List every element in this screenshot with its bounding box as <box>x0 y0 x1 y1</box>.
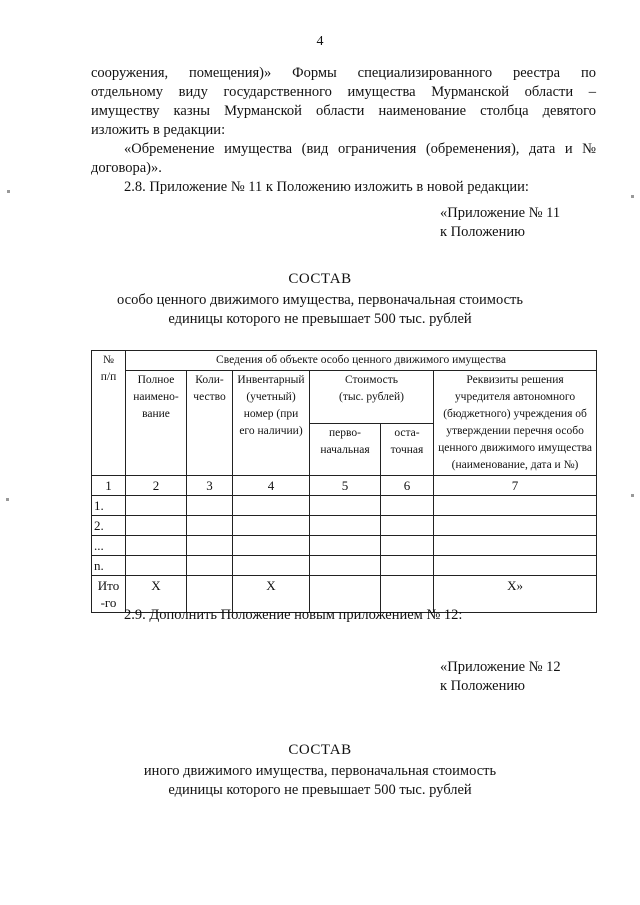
cell-line: (наименование, дата и №) <box>451 459 579 471</box>
cell-line: наимено- <box>133 391 179 403</box>
header-cost <box>310 371 434 424</box>
subtitle-1 <box>100 291 540 329</box>
cell-line: его наличии) <box>239 425 303 437</box>
num-cell: 1 <box>92 476 126 496</box>
cell-line: Инвентарный <box>237 374 305 386</box>
title-2: СОСТАВ <box>288 742 352 758</box>
cell-line: чество <box>193 391 226 403</box>
scan-mark <box>7 190 10 193</box>
property-table <box>91 350 597 613</box>
cell-line: № <box>103 354 114 366</box>
cell <box>126 556 187 576</box>
cell-line: (учетный) <box>246 391 296 403</box>
cell <box>310 536 381 556</box>
table-row <box>92 556 597 576</box>
appendix-12-line-1: «Приложение № 12 <box>440 659 561 675</box>
table-number-row <box>92 476 597 496</box>
header-no <box>92 351 126 476</box>
num-cell: 4 <box>233 476 310 496</box>
cell-line: Ито <box>97 578 120 593</box>
subtitle-2 <box>100 762 540 800</box>
num-cell: 2 <box>126 476 187 496</box>
cell <box>310 496 381 516</box>
cell-line: учредителя автономного <box>454 391 576 403</box>
header-residual <box>381 423 434 476</box>
header-name <box>126 371 187 476</box>
cell <box>233 516 310 536</box>
cell-line: п/п <box>100 371 117 383</box>
cell <box>434 496 597 516</box>
subtitle-2-line-2: единицы которого не превышает 500 тыс. рублей <box>168 782 472 798</box>
cell <box>126 536 187 556</box>
title-1: СОСТАВ <box>288 271 352 287</box>
subtitle-1-line-1: особо ценного движимого имущества, первоначальная стоимость <box>117 292 523 308</box>
table-header-row-2 <box>92 371 597 424</box>
row-index: 1. <box>92 496 126 516</box>
para1-line-4: изложить в редакции: <box>91 122 226 138</box>
cell-line: (тыс. рублей) <box>338 391 405 403</box>
scan-mark <box>631 494 634 497</box>
table-row <box>92 516 597 536</box>
cell-line: номер (при <box>243 408 299 420</box>
cell <box>233 496 310 516</box>
cell <box>310 556 381 576</box>
num-cell: 6 <box>381 476 434 496</box>
cell-line: -го <box>100 595 117 610</box>
num-cell: 5 <box>310 476 381 496</box>
cell <box>233 536 310 556</box>
total-cell-2: Х <box>126 576 187 613</box>
cell-line: утверждении перечня особо <box>446 425 584 437</box>
header-requisites <box>434 371 597 476</box>
para1-line-3: имуществу казны Мурманской области наименование столбца девятого <box>91 103 596 119</box>
row-index: 2. <box>92 516 126 536</box>
cell-line: ценного движимого имущества <box>438 442 592 454</box>
cell-line: оста- <box>394 426 420 439</box>
cell-line: (бюджетного) учреждения об <box>443 408 587 420</box>
header-inventory <box>233 371 310 476</box>
cell <box>434 536 597 556</box>
cell-line: точная <box>390 443 424 456</box>
para2-line-1: «Обременение имущества (вид ограничения (обременения), дата и № <box>124 141 596 157</box>
appendix-11-line-1: «Приложение № 11 <box>440 205 561 221</box>
cell-line: Стоимость <box>345 374 398 386</box>
cell-line: Полное <box>137 374 175 386</box>
table-row <box>92 536 597 556</box>
cell-line: перво- <box>329 426 361 439</box>
header-group: Сведения об объекте особо ценного движимого имущества <box>126 351 597 371</box>
cell <box>381 556 434 576</box>
cell <box>434 516 597 536</box>
cell <box>381 496 434 516</box>
cell <box>187 516 233 536</box>
total-cell-4: Х <box>233 576 310 613</box>
header-initial <box>310 423 381 476</box>
scan-mark <box>6 498 9 501</box>
cell <box>126 496 187 516</box>
para1-line-1: сооружения, помещения)» Формы специализированного реестра по <box>91 65 596 81</box>
total-cell-7: Х» <box>434 576 597 613</box>
cell <box>434 556 597 576</box>
header-qty <box>187 371 233 476</box>
cell-line: Реквизиты решения <box>466 374 564 386</box>
num-cell: 7 <box>434 476 597 496</box>
cell <box>187 496 233 516</box>
cell <box>126 516 187 536</box>
appendix-12-reference <box>440 658 561 696</box>
subtitle-1-line-2: единицы которого не превышает 500 тыс. рублей <box>168 311 472 327</box>
para1-line-2: отдельному виду государственного имущества Мурманской области – <box>91 84 596 100</box>
total-label <box>92 576 126 613</box>
cell <box>187 556 233 576</box>
page-number: 4 <box>316 34 324 49</box>
row-index: ... <box>92 536 126 556</box>
cell-line: вание <box>142 408 170 420</box>
cell <box>381 536 434 556</box>
cell <box>310 516 381 536</box>
appendix-11-reference <box>440 204 560 242</box>
row-index: n. <box>92 556 126 576</box>
scan-mark <box>631 195 634 198</box>
table-row <box>92 496 597 516</box>
appendix-12-line-2: к Положению <box>440 678 525 694</box>
cell-line: начальная <box>320 443 370 456</box>
cell-line: Коли- <box>195 374 224 386</box>
appendix-11-line-2: к Положению <box>440 224 525 240</box>
cell <box>187 536 233 556</box>
cell <box>381 516 434 536</box>
subtitle-2-line-1: иного движимого имущества, первоначальная стоимость <box>143 763 497 779</box>
num-cell: 3 <box>187 476 233 496</box>
paragraph-3: 2.8. Приложение № 11 к Положению изложить в новой редакции: <box>124 179 529 195</box>
table-header-row-1 <box>92 351 597 371</box>
para2-line-2: договора)». <box>91 160 162 176</box>
paragraph-4: 2.9. Дополнить Положение новым приложением № 12: <box>124 607 463 623</box>
cell <box>233 556 310 576</box>
